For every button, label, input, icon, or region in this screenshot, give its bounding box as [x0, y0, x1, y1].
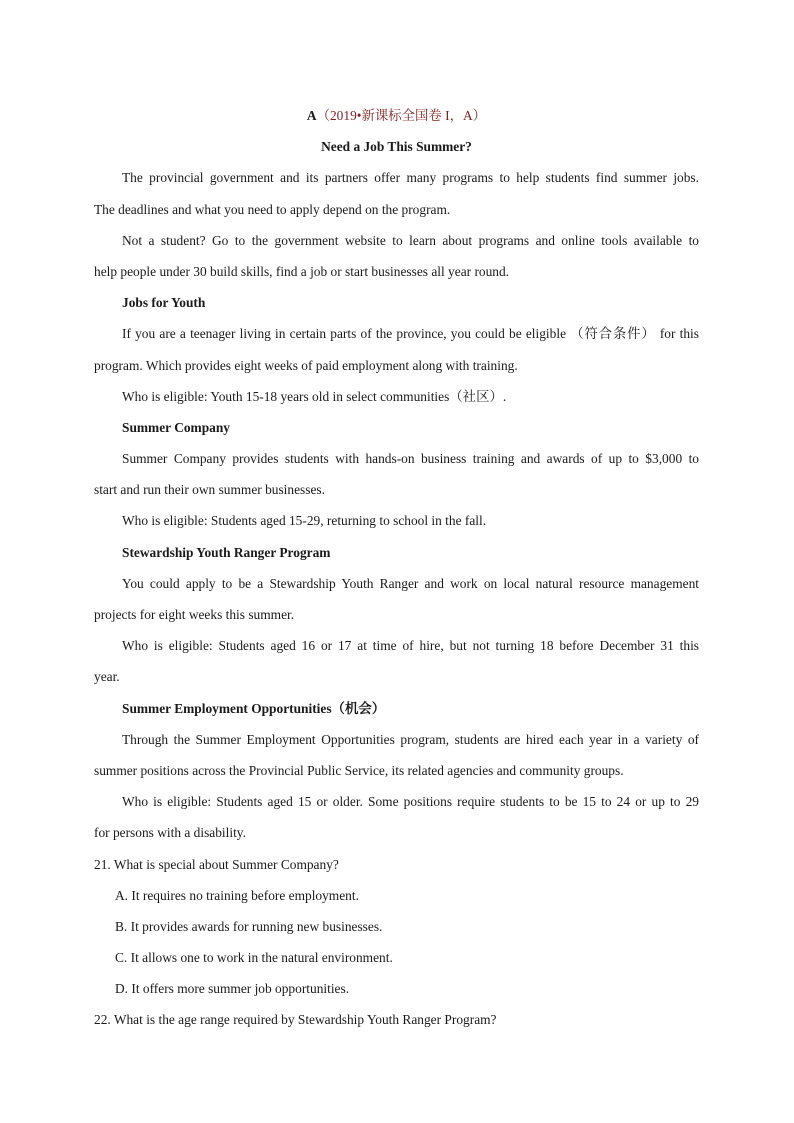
jobs-for-youth-eligibility: Who is eligible: Youth 15-18 years old in select communities（社区）.	[122, 388, 507, 404]
question-21-option-c: C. It allows one to work in the natural environment.	[115, 950, 393, 966]
passage-source-text: （2019•新课标全国卷 I，A）	[316, 108, 487, 123]
summer-company-eligibility: Who is eligible: Students aged 15-29, returning to school in the fall.	[122, 513, 487, 529]
intro-line-3: Not a student? Go to the government website to learn about programs and online tools available to	[122, 232, 699, 248]
question-21-option-a: A. It requires no training before employment.	[115, 887, 359, 903]
question-21-option-b: B. It provides awards for running new businesses.	[115, 918, 383, 934]
passage-letter: A	[306, 108, 317, 123]
section-heading-jobs-for-youth: Jobs for Youth	[122, 295, 206, 311]
intro-line-1: The provincial government and its partners offer many programs to help students find summer jobs.	[122, 170, 699, 186]
section-heading-summer-employment: Summer Employment Opportunities（机会）	[122, 700, 386, 716]
question-22: 22. What is the age range required by Stewardship Youth Ranger Program?	[94, 1012, 497, 1028]
summer-employment-line-2: summer positions across the Provincial Public Service, its related agencies and community groups.	[94, 762, 624, 778]
stewardship-eligibility-2: year.	[94, 669, 120, 685]
intro-line-2: The deadlines and what you need to apply depend on the program.	[94, 201, 451, 217]
passage-title: Need a Job This Summer?	[321, 139, 472, 155]
question-21: 21. What is special about Summer Company?	[94, 856, 339, 872]
passage-source	[94, 100, 699, 131]
section-heading-stewardship: Stewardship Youth Ranger Program	[122, 544, 331, 560]
section-heading-summer-company: Summer Company	[122, 419, 231, 435]
summer-employment-eligibility-2: for persons with a disability.	[94, 825, 246, 841]
stewardship-line-2: projects for eight weeks this summer.	[94, 607, 295, 622]
intro-line-4: help people under 30 build skills, find a job or start businesses all year round.	[94, 263, 510, 279]
stewardship-eligibility-1: Who is eligible: Students aged 16 or 17 at time of hire, but not turning 18 before December 31 this	[122, 638, 699, 654]
summer-company-line-2: start and run their own summer businesses.	[94, 482, 325, 498]
jobs-for-youth-line-2: program. Which provides eight weeks of paid employment along with training.	[94, 357, 518, 373]
summer-employment-line-1: Through the Summer Employment Opportunities program, students are hired each year in a variety of	[122, 731, 699, 747]
jobs-for-youth-line-1: If you are a teenager living in certain parts of the province, you could be eligible （符合条件） for this	[122, 326, 699, 342]
document-content	[94, 100, 699, 1036]
stewardship-line-1: You could apply to be a Stewardship Youth Ranger and work on local natural resource management	[122, 575, 699, 591]
question-21-option-d: D. It offers more summer job opportunities.	[115, 981, 350, 997]
summer-company-line-1: Summer Company provides students with hands-on business training and awards of up to $3,000 to	[122, 451, 699, 467]
summer-employment-eligibility-1: Who is eligible: Students aged 15 or older. Some positions require students to be 15 to 24 or up to 29	[122, 794, 699, 810]
